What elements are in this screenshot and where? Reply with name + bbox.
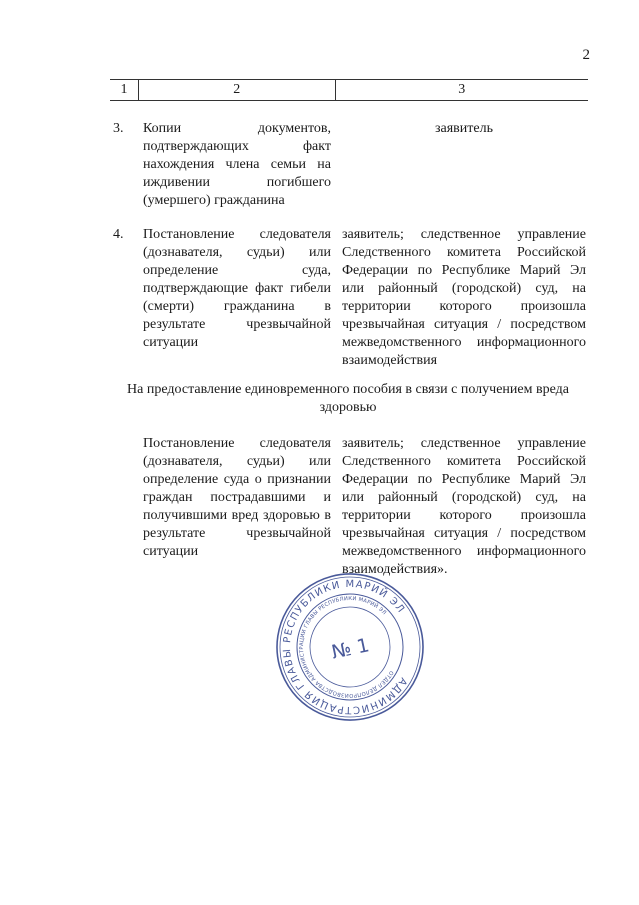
row-source: заявитель: [435, 121, 493, 136]
table-header-row: [110, 79, 588, 101]
row-document: Постановление следователя (дознавателя, судьи) или определение суда о признании граждан пострадавшими и получившими вред здоровью в результате чрезвычайной ситуации: [143, 436, 331, 559]
row-document: Постановление следователя (дознавателя, судьи) или определение суда, подтверждающие факт гибели (смерти) гражданина в результате чрезвычайной ситуации: [143, 227, 331, 350]
table-header-col-3: 3: [335, 80, 588, 100]
row-document: Копии документов, подтверждающих факт нахождения члена семьи на иждивении погибшего (умершего) гражданина: [143, 121, 331, 208]
seal-inner-text: ОТДЕЛ ДЕЛОПРОИЗВОДСТВА АДМИНИСТРАЦИИ ГЛАВЫ РЕСПУБЛИКИ МАРИЙ ЭЛ: [298, 595, 395, 699]
seal-outer-text: АДМИНИСТРАЦИЯ ГЛАВЫ РЕСПУБЛИКИ МАРИЙ ЭЛ: [281, 578, 409, 716]
row-number: 4.: [113, 227, 124, 242]
row-number: 3.: [113, 121, 124, 136]
row-source: заявитель; следственное управление Следственного комитета Российской Федерации по Республике Марий Эл или районный (городской) суд, на территории которого произошла чрезвычайная ситуация / посредством межведомственного информационного взаимодействия».: [342, 436, 586, 577]
table-header-col-1: 1: [120, 82, 128, 97]
row-source: заявитель; следственное управление Следственного комитета Российской Федерации по Республике Марий Эл или районный (городской) суд, на территории которого произошла чрезвычайная ситуация / посредством межведомственного информационного взаимодействия: [342, 227, 586, 368]
official-seal-stamp: [274, 571, 426, 723]
section-heading: На предоставление единовременного пособия в связи с получением вреда здоровью: [127, 382, 569, 415]
page-number: 2: [582, 47, 590, 63]
seal-number: № 1: [329, 634, 372, 664]
table-header-col-2: 2: [138, 80, 335, 100]
